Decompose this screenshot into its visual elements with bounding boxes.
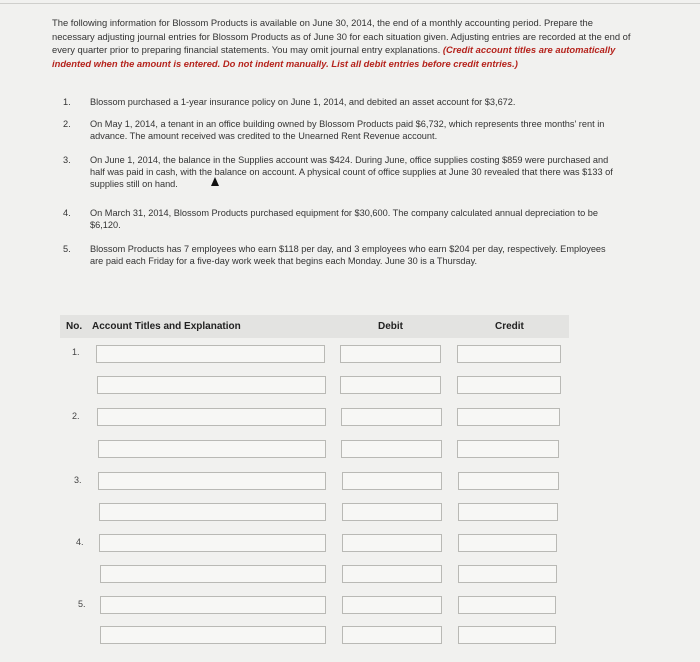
account-input[interactable] — [100, 626, 326, 644]
account-input[interactable] — [99, 534, 326, 552]
credit-input[interactable] — [458, 472, 559, 490]
question-number: 5. — [63, 244, 71, 254]
debit-input[interactable] — [341, 408, 442, 426]
debit-input[interactable] — [341, 440, 442, 458]
header-debit: Debit — [378, 321, 403, 332]
account-input[interactable] — [100, 596, 326, 614]
header-no: No. — [66, 321, 83, 332]
question-text: Blossom Products has 7 employees who earn $118 per day, and 3 employees who earn $204 per day, respectively. Employees are paid each Friday for a five-day work week that begins each Monday. June 30 is a Thursday. — [90, 244, 606, 266]
question-text: On March 31, 2014, Blossom Products purchased equipment for $30,600. The company calculated annual depreciation to be $6,120. — [90, 208, 599, 230]
account-input[interactable] — [99, 503, 326, 521]
debit-input[interactable] — [342, 472, 442, 490]
account-input[interactable] — [97, 408, 326, 426]
entry-number-4: 4. — [76, 537, 84, 547]
table-header — [60, 315, 569, 338]
debit-input[interactable] — [340, 345, 441, 363]
instructions-hint: (Credit account titles are automatically indented when the amount is entered. Do not indent manually. List all debit entries before credit entries.) — [52, 44, 616, 69]
question-number: 2. — [63, 119, 71, 129]
question-text: On May 1, 2014, a tenant in an office building owned by Blossom Products paid $6,732, which represents three months' rent in advance. The amount received was credited to the Unearned Rent Revenue account. — [90, 119, 605, 141]
debit-input[interactable] — [342, 503, 442, 521]
credit-input[interactable] — [458, 596, 556, 614]
credit-input[interactable] — [458, 503, 558, 521]
question-number: 1. — [63, 97, 71, 107]
entry-number-5: 5. — [78, 599, 86, 609]
header-account: Account Titles and Explanation — [92, 321, 241, 332]
instructions-text: The following information for Blossom Products is available on June 30, 2014, the end of a monthly accounting period. Prepare the necessary adjusting journal entries for Blossom Products as of June 30 for each situation given. Adjusting entries are recorded at the end of every quarter prior to preparing financial statements. You may omit journal entry explanations. — [52, 17, 631, 55]
credit-input[interactable] — [457, 376, 561, 394]
account-input[interactable] — [96, 345, 325, 363]
debit-input[interactable] — [342, 596, 442, 614]
credit-input[interactable] — [458, 534, 557, 552]
question-number: 3. — [63, 155, 71, 165]
entry-number-1: 1. — [72, 347, 80, 357]
account-input[interactable] — [97, 376, 326, 394]
top-divider — [0, 3, 700, 4]
question-number: 4. — [63, 208, 71, 218]
account-input[interactable] — [100, 565, 326, 583]
credit-input[interactable] — [457, 345, 561, 363]
debit-input[interactable] — [342, 626, 442, 644]
entry-number-2: 2. — [72, 411, 80, 421]
question-text: On June 1, 2014, the balance in the Supplies account was $424. During June, office supplies costing $859 were purchased and half was paid in cash, with the balance on account. A physical count of office supplies at June 30 revealed that there was $133 of supplies still on hand. — [90, 155, 613, 189]
instructions — [52, 16, 632, 70]
credit-input[interactable] — [457, 440, 559, 458]
debit-input[interactable] — [342, 565, 442, 583]
credit-input[interactable] — [458, 626, 556, 644]
question-text: Blossom purchased a 1-year insurance policy on June 1, 2014, and debited an asset account for $3,672. — [90, 97, 516, 107]
account-input[interactable] — [98, 440, 326, 458]
mouse-cursor-icon — [211, 177, 219, 186]
entry-number-3: 3. — [74, 475, 82, 485]
credit-input[interactable] — [458, 565, 557, 583]
header-credit: Credit — [495, 321, 524, 332]
debit-input[interactable] — [340, 376, 441, 394]
credit-input[interactable] — [457, 408, 560, 426]
debit-input[interactable] — [342, 534, 442, 552]
account-input[interactable] — [98, 472, 326, 490]
